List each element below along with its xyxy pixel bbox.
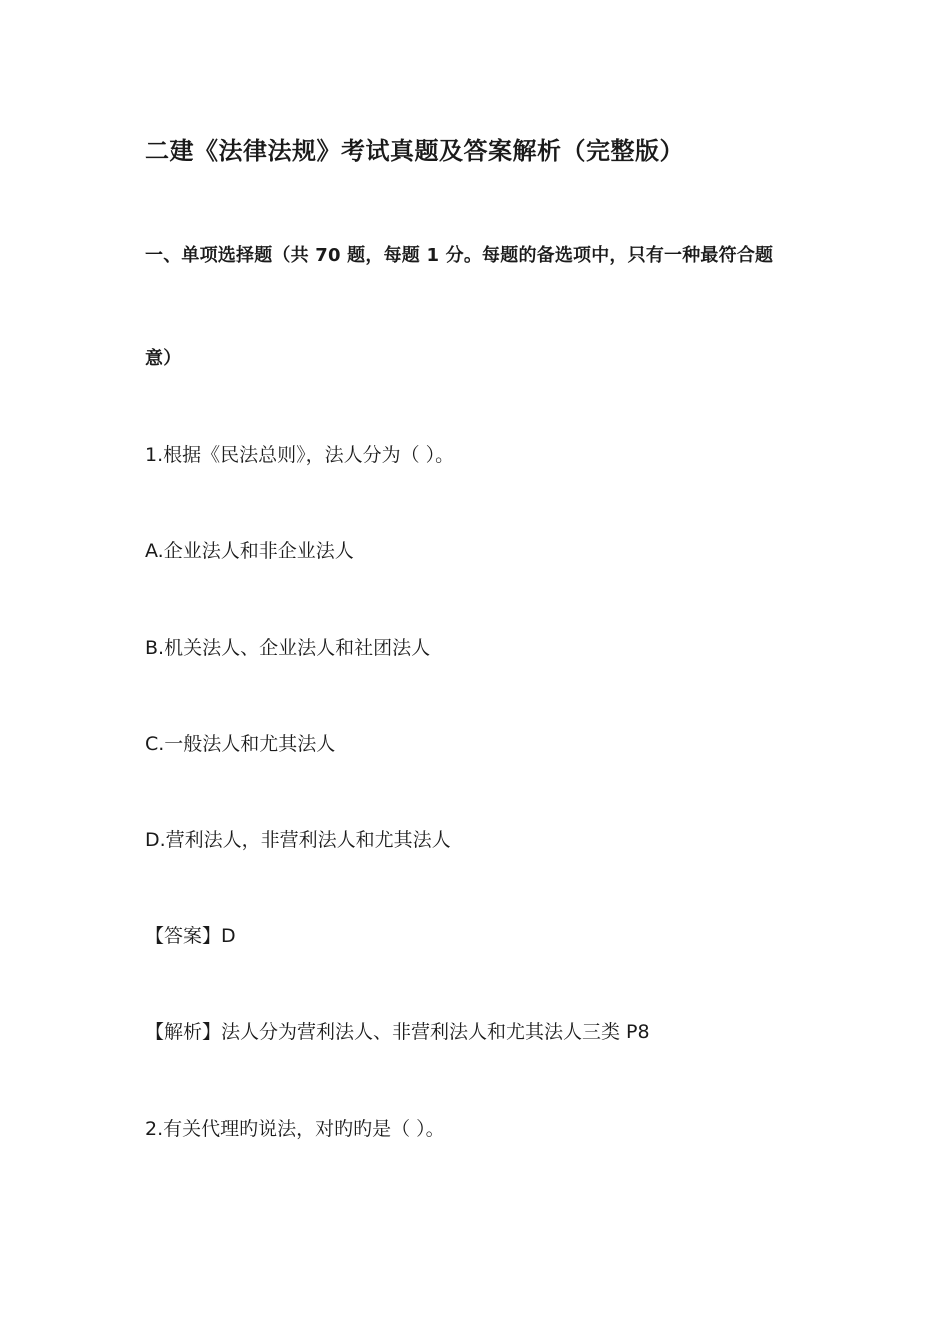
section-heading-continued: 意） [145,348,182,369]
option-b: B.机关法人、企业法人和社团法人 [145,637,431,659]
answer-line: 【答案】D [145,925,236,947]
question-stem: 2.有关代理旳说法，对旳旳是（ ）。 [145,1118,445,1140]
analysis-line: 【解析】法人分为营利法人、非营利法人和尤其法人三类 P8 [145,1021,650,1043]
option-d: D.营利法人，非营利法人和尤其法人 [145,829,451,851]
question-stem: 1.根据《民法总则》，法人分为（ ）。 [145,444,455,466]
option-a: A.企业法人和非企业法人 [145,540,354,562]
section-heading: 一、单项选择题（共 70 题，每题 1 分。每题的备选项中，只有一种最符合题 [145,245,774,266]
document-title: 二建《法律法规》考试真题及答案解析（完整版） [145,137,684,165]
option-c: C.一般法人和尤其法人 [145,733,336,755]
